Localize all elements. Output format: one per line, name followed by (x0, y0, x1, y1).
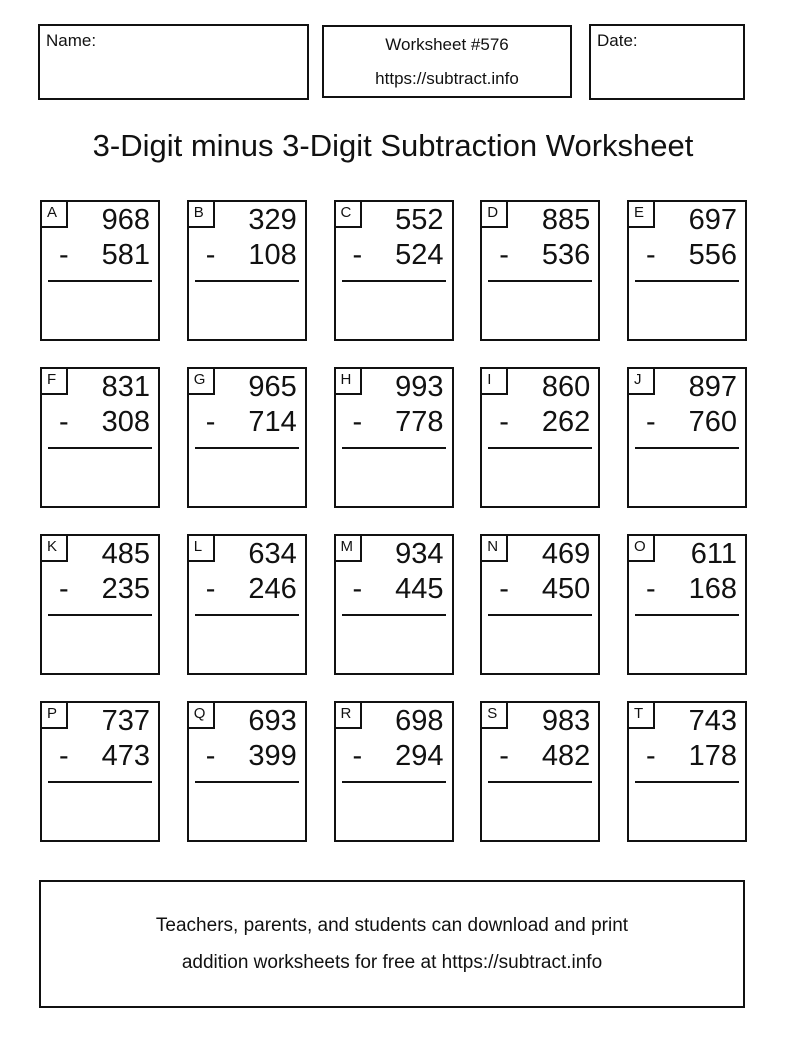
footer-note-box (39, 880, 745, 1008)
problems-grid (40, 200, 747, 842)
subtrahend: 246 (248, 573, 297, 605)
problem-cell (40, 367, 160, 508)
subtrahend: 450 (541, 573, 591, 605)
subtrahend: 482 (541, 740, 591, 772)
minuend: 743 (688, 705, 737, 737)
problem-cell (187, 534, 307, 675)
name-field-box (38, 24, 309, 100)
worksheet-number: Worksheet #576 (385, 35, 509, 55)
footer-line-1: Teachers, parents, and students can download and print (155, 914, 629, 936)
date-label: Date: (597, 31, 638, 50)
problem-cell (40, 200, 160, 341)
answer-line (635, 614, 739, 616)
subtrahend: 235 (101, 573, 150, 605)
problem-letter: D (482, 202, 508, 228)
problem-letter: M (336, 536, 362, 562)
answer-line (48, 781, 152, 783)
answer-line (342, 781, 446, 783)
problem-letter: L (189, 536, 215, 562)
answer-line (195, 447, 299, 449)
date-field-box (589, 24, 745, 100)
answer-space (482, 617, 598, 673)
problem-letter: A (42, 202, 68, 228)
answer-line (488, 280, 592, 282)
subtrahend: 760 (688, 406, 737, 438)
problem-cell (334, 200, 454, 341)
problem-cell (627, 367, 747, 508)
answer-space (189, 784, 305, 840)
subtrahend: 581 (101, 239, 150, 271)
answer-space (42, 450, 158, 506)
subtrahend: 524 (395, 239, 444, 271)
minus-operator: - (59, 573, 69, 605)
minus-operator: - (352, 239, 363, 271)
problem-cell (627, 534, 747, 675)
problem-cell (40, 534, 160, 675)
answer-space (336, 450, 452, 506)
subtrahend: 178 (688, 740, 737, 772)
problem-letter: K (42, 536, 68, 562)
answer-line (195, 781, 299, 783)
name-label: Name: (46, 31, 97, 50)
problem-letter: T (629, 703, 655, 729)
answer-space (482, 784, 598, 840)
problem-letter: B (189, 202, 215, 228)
subtrahend: 308 (101, 406, 150, 438)
problem-cell (480, 200, 600, 341)
minus-operator: - (499, 573, 509, 605)
minuend: 329 (248, 204, 297, 236)
answer-space (42, 283, 158, 339)
minus-operator: - (205, 573, 216, 605)
answer-line (195, 280, 299, 282)
minuend: 697 (688, 204, 737, 236)
problem-letter: C (336, 202, 362, 228)
minus-operator: - (646, 239, 656, 271)
answer-space (336, 617, 452, 673)
minus-operator: - (352, 740, 363, 772)
answer-line (342, 447, 446, 449)
minuend: 698 (395, 705, 444, 737)
problem-letter: N (482, 536, 508, 562)
problem-cell (187, 367, 307, 508)
minus-operator: - (59, 239, 69, 271)
problem-letter: P (42, 703, 68, 729)
subtrahend: 168 (688, 573, 737, 605)
answer-line (488, 447, 592, 449)
problem-cell (334, 534, 454, 675)
minuend: 965 (248, 371, 297, 403)
minus-operator: - (499, 406, 509, 438)
minus-operator: - (205, 406, 216, 438)
answer-space (42, 617, 158, 673)
minuend: 485 (101, 538, 150, 570)
answer-line (635, 280, 739, 282)
problem-cell (480, 534, 600, 675)
page-title: 3-Digit minus 3-Digit Subtraction Worksheet (92, 128, 694, 163)
minus-operator: - (59, 406, 69, 438)
problem-letter: O (629, 536, 655, 562)
worksheet-url: https://subtract.info (375, 68, 519, 88)
minuend: 634 (248, 538, 297, 570)
problem-letter: J (629, 369, 655, 395)
answer-line (342, 280, 446, 282)
answer-line (488, 614, 592, 616)
problem-cell (627, 200, 747, 341)
problem-cell (334, 367, 454, 508)
minus-operator: - (352, 573, 363, 605)
minuend: 885 (541, 204, 591, 236)
problem-cell (187, 701, 307, 842)
answer-line (48, 280, 152, 282)
problem-letter: S (482, 703, 508, 729)
problem-cell (334, 701, 454, 842)
subtrahend: 556 (688, 239, 737, 271)
answer-space (42, 784, 158, 840)
answer-line (635, 781, 739, 783)
problem-letter: I (482, 369, 508, 395)
problem-cell (480, 701, 600, 842)
answer-line (342, 614, 446, 616)
answer-space (336, 784, 452, 840)
minuend: 897 (688, 371, 737, 403)
minuend: 469 (541, 538, 591, 570)
minuend: 552 (395, 204, 444, 236)
problem-cell (40, 701, 160, 842)
answer-space (629, 283, 745, 339)
answer-line (48, 614, 152, 616)
answer-line (635, 447, 739, 449)
subtrahend: 473 (101, 740, 150, 772)
minus-operator: - (646, 573, 656, 605)
subtrahend: 536 (541, 239, 591, 271)
answer-space (189, 283, 305, 339)
problem-cell (187, 200, 307, 341)
answer-space (482, 450, 598, 506)
answer-space (629, 784, 745, 840)
subtrahend: 399 (248, 740, 297, 772)
minus-operator: - (352, 406, 363, 438)
minuend: 860 (541, 371, 591, 403)
subtrahend: 108 (248, 239, 297, 271)
minuend: 737 (101, 705, 150, 737)
subtrahend: 294 (395, 740, 444, 772)
minus-operator: - (499, 239, 509, 271)
minuend: 693 (248, 705, 297, 737)
answer-space (482, 283, 598, 339)
problem-letter: Q (189, 703, 215, 729)
minuend: 993 (395, 371, 444, 403)
problem-letter: E (629, 202, 655, 228)
problem-letter: H (336, 369, 362, 395)
answer-space (189, 617, 305, 673)
minus-operator: - (59, 740, 69, 772)
minus-operator: - (499, 740, 509, 772)
subtrahend: 262 (541, 406, 591, 438)
minuend: 934 (395, 538, 444, 570)
problem-letter: F (42, 369, 68, 395)
answer-space (336, 283, 452, 339)
worksheet-info-box (322, 25, 572, 98)
minuend: 968 (101, 204, 150, 236)
minus-operator: - (646, 740, 656, 772)
answer-line (48, 447, 152, 449)
answer-space (189, 450, 305, 506)
subtrahend: 445 (395, 573, 444, 605)
minus-operator: - (646, 406, 656, 438)
problem-cell (627, 701, 747, 842)
subtrahend: 778 (395, 406, 444, 438)
minuend: 831 (101, 371, 150, 403)
problem-letter: R (336, 703, 362, 729)
minuend: 611 (690, 538, 737, 570)
answer-line (195, 614, 299, 616)
subtrahend: 714 (248, 406, 297, 438)
problem-letter: G (189, 369, 215, 395)
problem-cell (480, 367, 600, 508)
minus-operator: - (205, 239, 216, 271)
minuend: 983 (541, 705, 591, 737)
footer-line-2: addition worksheets for free at https://subtract.info (181, 952, 603, 973)
answer-space (629, 450, 745, 506)
minus-operator: - (205, 740, 216, 772)
answer-line (488, 781, 592, 783)
answer-space (629, 617, 745, 673)
